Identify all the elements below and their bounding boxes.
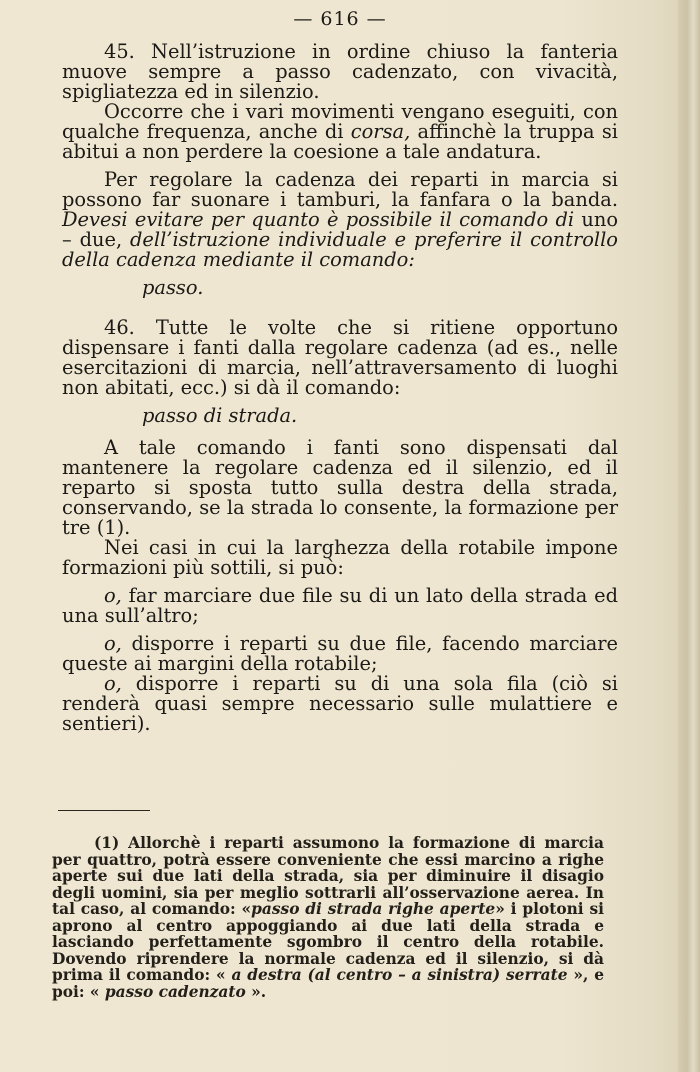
command-passo: passo. xyxy=(142,276,204,299)
footnote-divider xyxy=(58,810,150,811)
text-run: far marciare due file su di un lato della strada ed una sull’altro; xyxy=(62,584,618,627)
italic-text: passo di strada righe aperte xyxy=(251,900,496,918)
italic-text: corsa, xyxy=(350,120,411,143)
paragraph-46-comando: A tale comando i fanti sono dispensati dal mantenere la regolare cadenza ed il silenzio, ed il reparto si sposta tutto sulla destra della strada, conservando, se la strada lo consente, la formazione per tre (1). xyxy=(62,436,618,539)
text-run: uno – due, xyxy=(62,208,618,251)
italic-text: dell’istruzione individuale e preferire il controllo della cadenza mediante il comando: xyxy=(62,228,618,271)
option-3 xyxy=(62,674,618,734)
text-run: ». xyxy=(245,982,267,1001)
italic-text: a destra (al centro – a sinistra) serrate xyxy=(225,966,568,984)
text-run: disporre i reparti su due file, facendo marciare queste ai margini della rotabile; xyxy=(62,632,618,675)
paragraph-45-corsa xyxy=(62,102,618,162)
paragraph-46-intro: 46. Tutte le volte che si ritiene opportuno dispensare i fanti dalla regolare cadenza (ad es., nelle esercitazioni di marcia, nell’attraversamento di luoghi non abitati, ecc.) si dà il comando: xyxy=(62,316,618,399)
text-run: Per regolare la cadenza dei reparti in marcia si possono far suonare i tamburi, la fanfara o la banda. xyxy=(62,168,618,211)
option-marker: o, xyxy=(104,632,122,655)
italic-text: Devesi evitare per quanto è possibile il comando di xyxy=(62,208,582,231)
footnote-text xyxy=(52,835,604,1000)
italic-text: passo cadenzato xyxy=(99,982,246,1001)
footnote xyxy=(52,835,604,1000)
option-1 xyxy=(62,586,618,626)
option-2 xyxy=(62,634,618,674)
main-text xyxy=(62,42,618,734)
command-passo-di-strada: passo di strada. xyxy=(142,404,298,427)
text-run: affinchè la truppa si abitui a non perdere la coesione a tale andatura. xyxy=(62,120,619,163)
text-run: », e poi: « xyxy=(52,966,604,1001)
option-marker: o, xyxy=(104,672,122,695)
option-marker: o, xyxy=(104,584,122,607)
page-number: — 616 — xyxy=(293,8,387,30)
page-edge xyxy=(678,0,700,1072)
paragraph-45-intro: 45. Nell’istruzione in ordine chiuso la fanteria muove sempre a passo cadenzato, con vivacità, spigliatezza ed in silenzio. xyxy=(62,40,618,103)
text-run: Occorre che i vari movimenti vengano eseguiti, con qualche frequenza, anche di xyxy=(62,100,618,143)
paragraph-46-larghezza: Nei casi in cui la larghezza della rotabile impone formazioni più sottili, si può: xyxy=(62,536,618,579)
text-run: (1) Allorchè i reparti assumono la formazione di marcia per quattro, potrà essere conveniente che essi marcino a righe aperte sui due lati della strada, sia per diminuire il disagio degli uomini, sia per meglio sottrarli all’osservazione aerea. In tal caso, al comando: « xyxy=(52,834,604,918)
paragraph-45-cadenza xyxy=(62,170,618,270)
text-run: » i plotoni si aprono al centro appoggiando ai due lati della strada e lasciando perfettamente sgombro il centro della rotabile. Dovendo riprendere la normale cadenza ed il silenzio, si dà prima il comando: « xyxy=(52,900,604,984)
text-run: disporre i reparti su di una sola fila (ciò si renderà quasi sempre necessario sulle mulattiere e sentieri). xyxy=(62,672,618,735)
